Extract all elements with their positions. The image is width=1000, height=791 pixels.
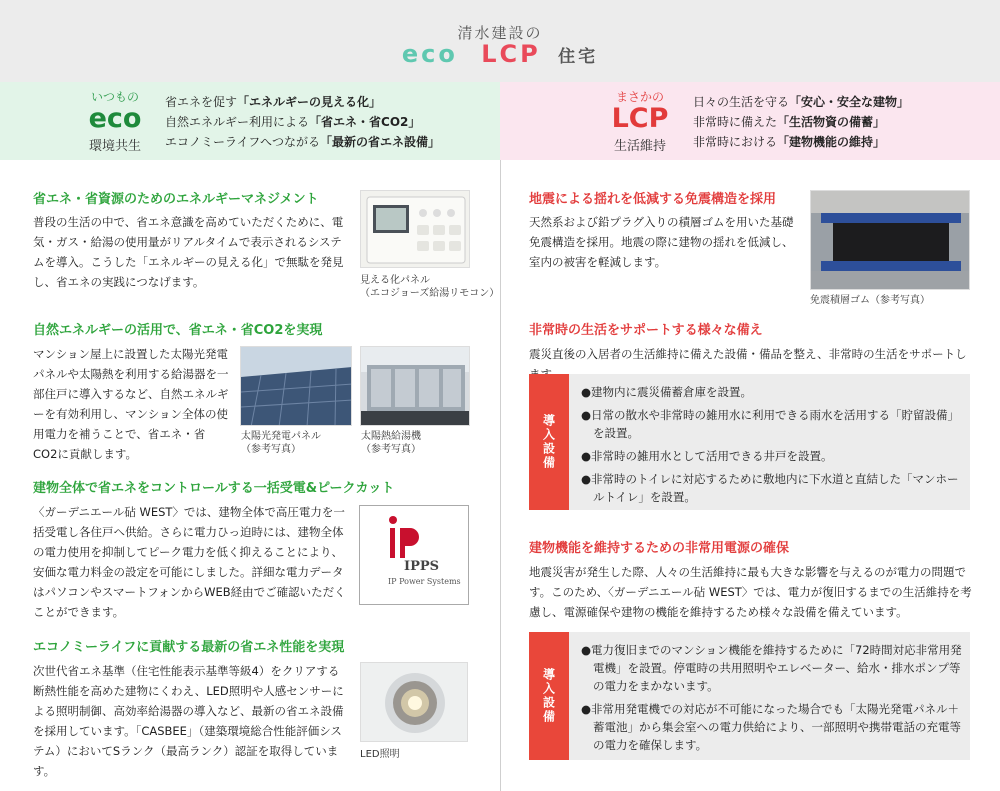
equipment-label: 導入設備 <box>529 374 569 510</box>
ipps-logo-mark <box>360 506 469 566</box>
lcp-feature-list <box>693 92 909 152</box>
remote-panel-photo <box>360 190 470 268</box>
solar-panel-photo <box>240 346 352 426</box>
logo-lcp: LCP <box>481 40 541 68</box>
eco-concept-band <box>0 82 500 160</box>
ipps-logo <box>359 505 469 605</box>
eco-tag-sub: 環境共生 <box>88 139 141 154</box>
brand-text: 清水建設の <box>457 24 543 42</box>
equipment-item: ●非常時のトイレに対応するために敷地内に下水道と直結した「マンホールトイレ」を設置。 <box>581 472 959 504</box>
equipment-panel <box>529 374 970 510</box>
section-title: 非常時の生活をサポートする様々な備え <box>529 323 763 338</box>
eco-feature-list <box>165 92 440 152</box>
eco-feature-item: 自然エネルギー利用による「省エネ・省CO2」 <box>165 115 421 129</box>
section-body: マンション屋上に設置した太陽光発電パネルや太陽熱を利用する給湯器を一部住戸に導入するなど、自然エネルギーを有効利用し、マンション全体の使用電力を補うことで、省エネ・省CO2に貢献します。 <box>33 347 229 461</box>
equipment-item: ●非常時の雑用水として活用できる井戸を設置。 <box>581 449 833 463</box>
section-body: 震災直後の入居者の生活維持に備えた設備・備品を整え、非常時の生活をサポートし <box>529 347 967 361</box>
equipment-label: 導入設備 <box>529 632 569 760</box>
logo-suffix: 住宅 <box>558 47 599 67</box>
eco-tag-small: いつもの <box>90 90 139 104</box>
section-title: 建物機能を維持するための非常用電源の確保 <box>529 541 790 556</box>
column-divider <box>500 160 501 791</box>
equipment-item: ●日常の散水や非常時の雑用水に利用できる雨水を活用する「貯留設備」を設置。 <box>581 408 960 440</box>
section-title: 自然エネルギーの活用で、省エネ・省CO2を実現 <box>33 323 323 338</box>
power-equipment-panel <box>529 632 970 760</box>
lcp-feature-item: 日々の生活を守る「安心・安全な建物」 <box>693 95 910 109</box>
concept-logo <box>0 40 1000 68</box>
page-header <box>0 0 1000 82</box>
led-light-photo <box>360 662 468 742</box>
section-body: 天然系および鉛プラグ入りの積層ゴムを用いた基礎免震構造を採用。地震の際に建物の揺れを低減し、室内の被害を軽減します。 <box>529 215 794 269</box>
lcp-tag-big: LCP <box>611 103 669 134</box>
photo-caption: 太陽光発電パネル （参考写真） <box>241 431 321 455</box>
logo-eco: eco <box>401 40 458 68</box>
section-body: 地震災害が発生した際、人々の生活維持に最も大きな影響を与えるのが電力の問題です。このため、〈ガーデニエール砧 WEST〉では、電力が復旧するまでの生活維持を考慮し、電源確保や建物の機能を維持するため様々な設備を備えています。 <box>529 565 972 619</box>
eco-tag <box>75 88 155 154</box>
photo-caption: 見える化パネル （エコジョーズ給湯リモコン） <box>360 275 500 299</box>
section-body: 普段の生活の中で、省エネ意識を高めていただくために、電気・ガス・給湯の使用量がリアルタイムで表示されるシステムを導入。こうした「エネルギーの見える化」で無駄を発見し、省エネの実践につなげます。 <box>33 215 344 289</box>
lcp-tag-sub: 生活維持 <box>613 139 666 154</box>
lcp-feature-item: 非常時における「建物機能の維持」 <box>693 135 886 149</box>
eco-feature-item: エコノミーライフへつながる「最新の省エネ設備」 <box>165 135 441 149</box>
eco-tag-big: eco <box>88 103 142 134</box>
photo-caption: 免震積層ゴム（参考写真） <box>810 295 930 306</box>
seismic-isolator-photo <box>810 190 970 290</box>
section-title: 省エネ・省資源のためのエネルギーマネジメント <box>33 192 319 207</box>
section-body: 次世代省エネ基準（住宅性能表示基準等級4）をクリアする断熱性能を高めた建物にくわえ、LED照明や人感センサーによる照明制御、高効率給湯器の導入など、最新の省エネ設備を採用しています。「CASBEE」（建築環境総合性能評価システム）においてSランク（最高ランク）認証を取得しています。 <box>33 664 344 778</box>
photo-caption: 太陽熱給湯機 （参考写真） <box>361 431 421 455</box>
section-title: エコノミーライフに貢献する最新の省エネ性能を実現 <box>33 640 345 655</box>
equipment-item: ●非常用発電機での対応が不可能になった場合でも「太陽光発電パネル＋蓄電池」から集会室への電力供給により、一部照明や携帯電話の充電等の電力を確保します。 <box>581 702 961 752</box>
ipps-logo-subtext: IP Power Systems <box>388 577 461 586</box>
eco-feature-item: 省エネを促す「エネルギーの見える化」 <box>165 95 382 109</box>
lcp-feature-item: 非常時に備えた「生活物資の備蓄」 <box>693 115 886 129</box>
section-body: 〈ガーデニエール砧 WEST〉では、建物全体で高圧電力を一括受電し各住戸へ供給。さらに電力ひっ迫時には、建物全体の電力使用を抑制してピーク電力を低く抑えることにより、安価な電力料金の設定を可能にしました。詳細な電力データはパソコンやスマートフォンからWEB経由でご確認いただくことができます。 <box>33 505 346 619</box>
lcp-concept-band <box>500 82 1000 160</box>
lcp-tag <box>600 88 680 154</box>
section-title: 地震による揺れを低減する免震構造を採用 <box>529 192 777 207</box>
equipment-list <box>581 383 962 511</box>
equipment-item: ●建物内に震災備蓄倉庫を設置。 <box>581 385 753 399</box>
equipment-item: ●電力復旧までのマンション機能を維持するために「72時間対応非常用発電機」を設置。停電時の共用照明やエレベーター、給水・排水ポンプ等の電力をまかないます。 <box>581 643 962 693</box>
solar-water-heater-photo <box>360 346 470 426</box>
equipment-list <box>581 641 962 759</box>
section-title: 建物全体で省エネをコントロールする一括受電&ピークカット <box>33 481 395 496</box>
lcp-tag-small: まさかの <box>615 90 664 104</box>
photo-caption: LED照明 <box>360 749 400 760</box>
ipps-logo-text: IPPS <box>404 559 440 574</box>
